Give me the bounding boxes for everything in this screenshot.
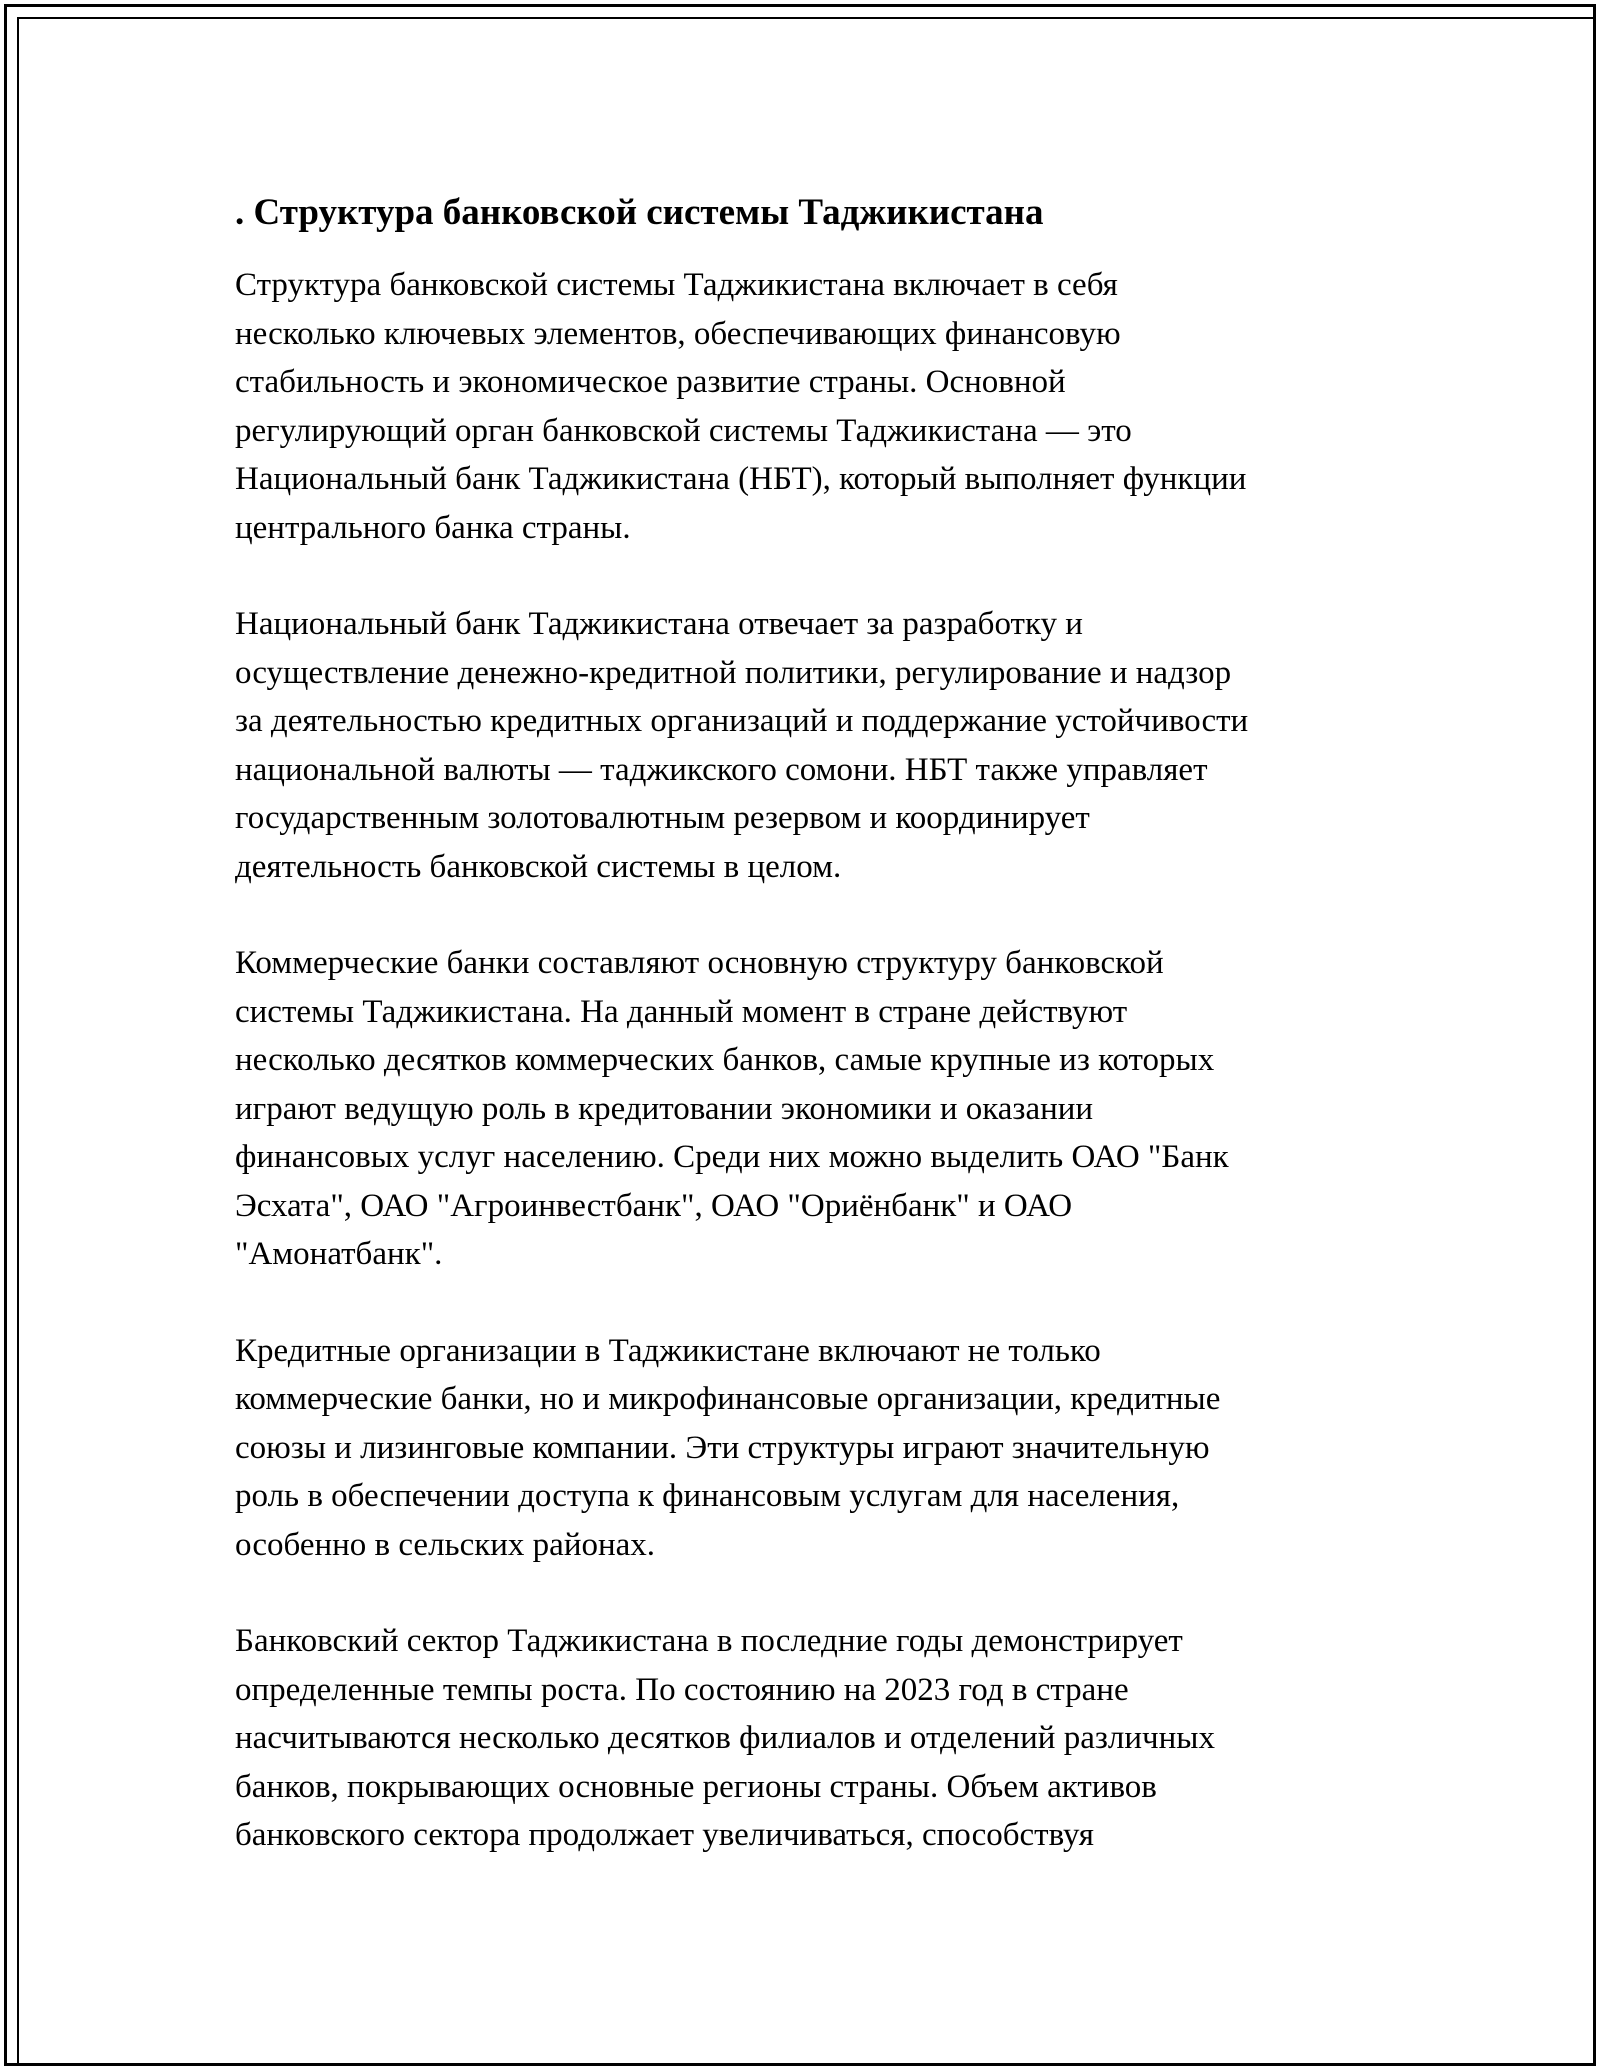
text-line: несколько десятков коммерческих банков, самые крупные из которых: [235, 1042, 1215, 1078]
paragraph-structure-overview: [235, 261, 1375, 552]
text-line: за деятельностью кредитных организаций и поддержание устойчивости: [235, 703, 1249, 739]
text-line: роль в обеспечении доступа к финансовым услугам для населения,: [235, 1478, 1180, 1514]
text-line: играют ведущую роль в кредитовании экономики и оказании: [235, 1090, 1094, 1127]
document-body: [235, 187, 1375, 1860]
text-line: Банковский сектор Таджикистана в последние годы демонстрирует: [235, 1623, 1183, 1659]
text-line: национальной валюты — таджикского сомони. НБТ также управляет: [235, 751, 1208, 788]
text-line: регулирующий орган банковской системы Таджикистана — это: [235, 412, 1132, 449]
text-line: союзы и лизинговые компании. Эти структуры играют значительную: [235, 1429, 1210, 1466]
text-line: осуществление денежно-кредитной политики, регулирование и надзор: [235, 654, 1232, 691]
text-line: Структура банковской системы Таджикистана включает в себя: [235, 267, 1118, 303]
text-line: Коммерческие банки составляют основную структуру банковской: [235, 945, 1164, 981]
text-line: "Амонатбанк".: [235, 1236, 443, 1272]
text-line: несколько ключевых элементов, обеспечивающих финансовую: [235, 315, 1121, 352]
text-line: финансовых услуг населению. Среди них можно выделить ОАО "Банк: [235, 1139, 1229, 1175]
text-line: банков, покрывающих основные регионы страны. Объем активов: [235, 1768, 1157, 1805]
paragraph-credit-organizations: [235, 1327, 1375, 1570]
text-line: банковского сектора продолжает увеличиваться, способствуя: [235, 1817, 1094, 1853]
section-title: . Структура банковской системы Таджикистана: [235, 192, 1044, 233]
text-line: системы Таджикистана. На данный момент в стране действуют: [235, 993, 1128, 1030]
text-line: государственным золотовалютным резервом и координирует: [235, 800, 1090, 836]
paragraph-banking-sector-growth: [235, 1617, 1375, 1860]
text-line: стабильность и экономическое развитие страны. Основной: [235, 364, 1066, 400]
text-line: центрального банка страны.: [235, 509, 631, 546]
paragraph-commercial-banks: [235, 939, 1375, 1279]
text-line: особенно в сельских районах.: [235, 1526, 656, 1563]
text-line: Национальный банк Таджикистана отвечает за разработку и: [235, 606, 1083, 642]
paragraph-national-bank: [235, 600, 1375, 891]
text-line: Эсхата", ОАО "Агроинвестбанк", ОАО "Ориёнбанк" и ОАО: [235, 1187, 1073, 1224]
text-line: коммерческие банки, но и микрофинансовые организации, кредитные: [235, 1381, 1221, 1417]
text-line: Кредитные организации в Таджикистане включают не только: [235, 1332, 1101, 1369]
text-line: Национальный банк Таджикистана (НБТ), который выполняет функции: [235, 461, 1247, 497]
text-line: деятельность банковской системы в целом.: [235, 848, 842, 885]
text-line: насчитываются несколько десятков филиалов и отделений различных: [235, 1720, 1215, 1756]
text-line: определенные темпы роста. По состоянию на 2023 год в стране: [235, 1671, 1129, 1708]
